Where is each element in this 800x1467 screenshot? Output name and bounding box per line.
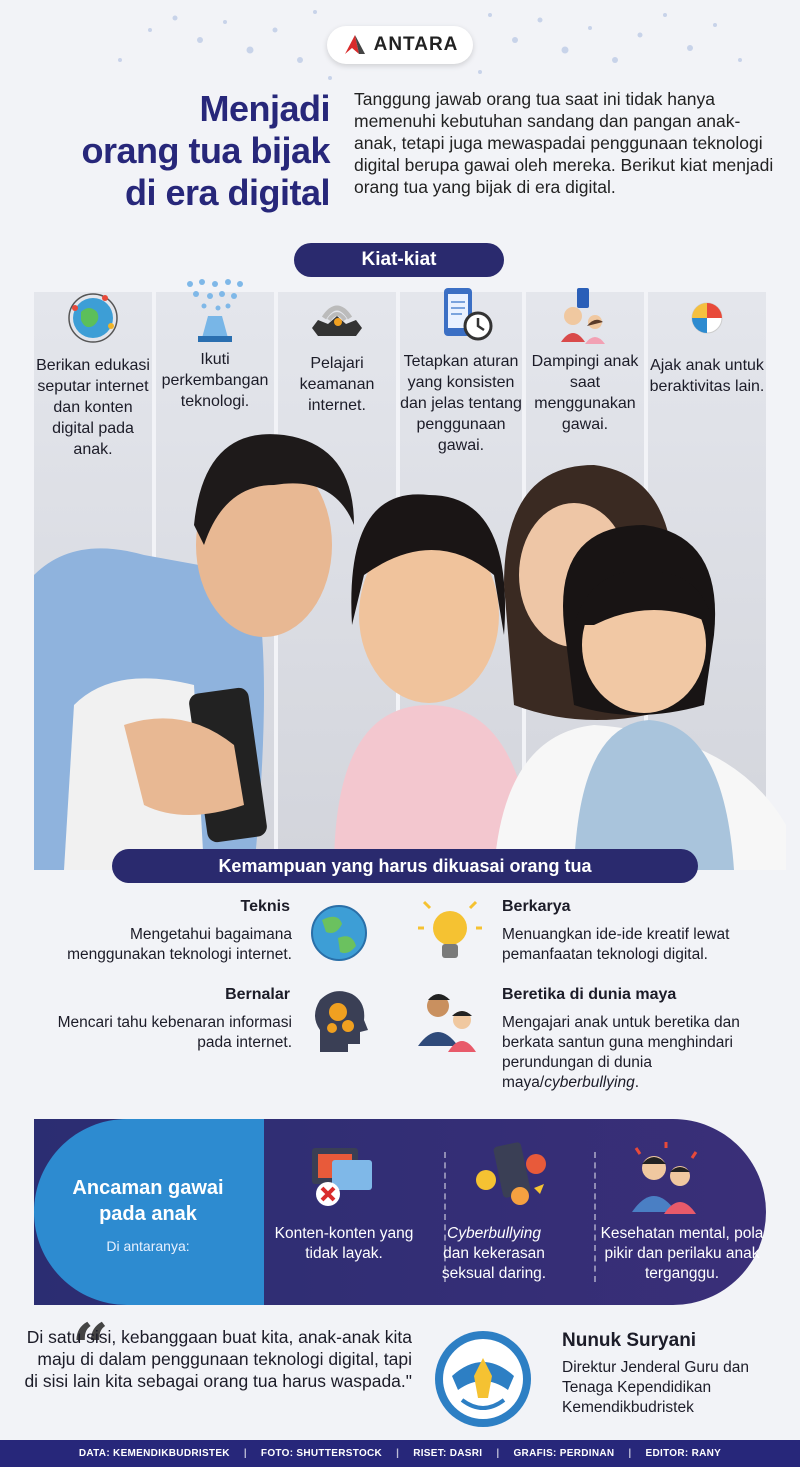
lightbulb-icon	[418, 900, 482, 970]
tip-text: Berikan edukasi seputar internet dan konten digital pada anak.	[36, 357, 150, 458]
title-line: di era digital	[124, 172, 330, 213]
credit-separator: |	[243, 1448, 247, 1459]
skill-text: Menuangkan ide-ide kreatif lewat pemanfaatan teknologi digital.	[502, 926, 730, 963]
parent-child-icon	[416, 988, 482, 1052]
tips-heading: Kiat-kiat	[294, 243, 504, 277]
tip-text: Ikuti perkembangan teknologi.	[161, 351, 269, 410]
skills-heading: Kemampuan yang harus dikuasai orang tua	[112, 849, 698, 883]
skill-title: Bernalar	[225, 986, 290, 1003]
skill-text: Mencari tahu kebenaran informasi pada internet.	[57, 1014, 292, 1051]
antara-mark-icon	[342, 34, 368, 56]
tut-wuri-handayani-seal	[432, 1328, 534, 1430]
threat-text: Konten-konten yang tidak layak.	[274, 1225, 414, 1262]
tip-text: Tetapkan aturan yang konsisten dan jelas tentang penggunaan gawai.	[400, 353, 522, 454]
tip-text: Pelajari keamanan internet.	[299, 355, 375, 414]
blocked-media-icon	[306, 1138, 378, 1216]
quote-mark-icon: “	[72, 1310, 109, 1385]
quote-text: Di satu sisi, kebanggaan buat kita, anak-anak kita maju di dalam penggunaan teknologi digital, tapi di sisi lain kita sebagai orang tua harus waspada."	[24, 1327, 412, 1391]
title-line: orang tua bijak	[81, 130, 330, 171]
skill-text: Mengetahui bagaimana menggunakan teknologi internet.	[67, 926, 292, 963]
threats-heading: Ancaman gawai pada anak	[72, 1177, 224, 1225]
skill-title: Berkarya	[502, 898, 571, 915]
page-title	[30, 88, 330, 214]
threat-text: Cyberbullying dan kekerasan seksual daring.	[441, 1225, 547, 1282]
credit-separator: |	[396, 1448, 400, 1459]
antara-logo	[327, 26, 473, 64]
wifi-gear-icon	[304, 288, 370, 344]
beach-ball-icon	[679, 290, 735, 346]
globe-network-icon	[65, 290, 121, 346]
credit-photo: FOTO: SHUTTERSTOCK	[260, 1448, 383, 1459]
tip-item	[278, 288, 396, 416]
credit-research: RISET: DASRI	[413, 1448, 483, 1459]
hologram-icon	[180, 276, 250, 346]
skill-text: Mengajari anak untuk beretika dan berkata santun guna menghindari perundungan di dunia maya/cyberbullying.	[502, 1014, 740, 1091]
stressed-family-icon	[626, 1140, 706, 1216]
credit-separator: |	[496, 1448, 500, 1459]
credit-editor: EDITOR: RANY	[645, 1448, 722, 1459]
globe-icon	[308, 902, 370, 964]
threat-divider	[594, 1152, 596, 1282]
head-gears-icon	[310, 986, 370, 1056]
intro-paragraph: Tanggung jawab orang tua saat ini tidak hanya memenuhi kebutuhan sandang dan pangan anak-anak, tetapi juga mewaspadai penggunaan teknologi digital berupa gawai oleh mereka. Berikut kiat menjadi orang tua yang bijak di era digital.	[354, 89, 774, 197]
credit-separator: |	[628, 1448, 632, 1459]
credit-data: DATA: KEMENDIKBUDRISTEK	[78, 1448, 230, 1459]
skill-title: Teknis	[240, 898, 290, 915]
tip-text: Dampingi anak saat menggunakan gawai.	[531, 353, 639, 433]
credit-graphics: GRAFIS: PERDINAN	[513, 1448, 615, 1459]
tip-text: Ajak anak untuk beraktivitas lain.	[649, 357, 765, 395]
logo-text: ANTARA	[373, 34, 459, 55]
family-photo	[34, 405, 786, 870]
parent-child-phone-icon	[557, 286, 613, 346]
cyberbullying-phone-icon	[470, 1140, 552, 1216]
tip-item	[156, 276, 274, 412]
quote-author-name: Nunuk Suryani	[562, 1330, 697, 1351]
credits-footer	[0, 1440, 800, 1467]
threat-text: Kesehatan mental, pola pikir dan perilaku anak terganggu.	[600, 1225, 764, 1282]
quote-author-role: Direktur Jenderal Guru dan Tenaga Kependidikan Kemendikbudristek	[562, 1359, 749, 1416]
tip-item	[648, 290, 766, 397]
skill-title: Beretika di dunia maya	[502, 986, 677, 1003]
threats-subheading: Di antaranya:	[106, 1238, 190, 1254]
title-line: Menjadi	[199, 88, 330, 129]
phone-clock-icon	[438, 286, 494, 346]
